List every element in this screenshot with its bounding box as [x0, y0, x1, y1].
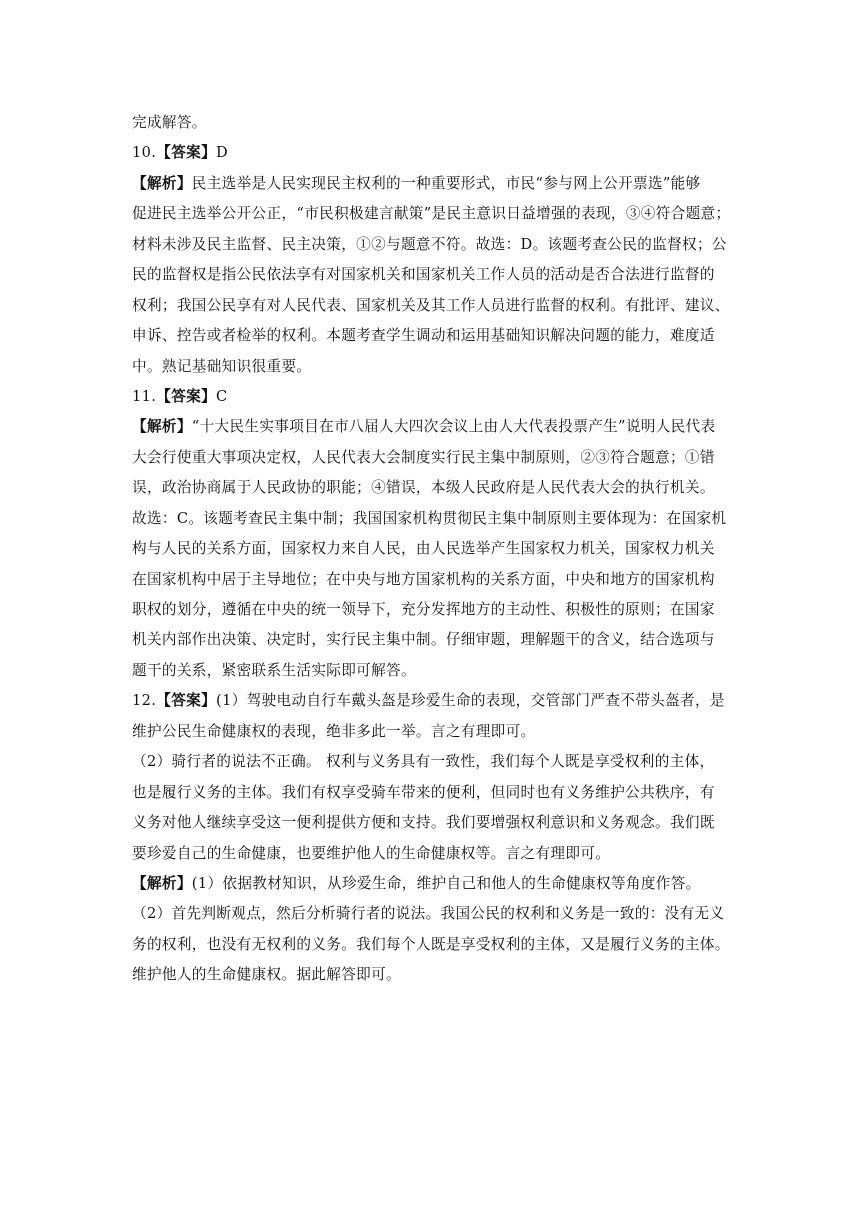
text-run: 题干的关系，紧密联系生活实际即可解答。 — [132, 661, 416, 679]
text-line — [132, 899, 736, 929]
text-run: 中。熟记基础知识很重要。 — [132, 357, 312, 375]
text-run: 材料未涉及民主监督、民主决策，①②与题意不符。故选：D。该题考查公民的监督权；公 — [132, 235, 727, 253]
text-line — [132, 656, 736, 686]
text-run: 申诉、控告或者检举的权利。本题考查学生调动和运用基础知识解决问题的能力，难度适 — [132, 327, 715, 345]
text-run: 义务对他人继续享受这一便利提供方便和支持。我们要增强权利意识和义务观念。我们既 — [132, 814, 715, 832]
text-run: 故选：C。该题考查民主集中制；我国国家机构贯彻民主集中制原则主要体现为：在国家机 — [132, 509, 727, 527]
text-run: 大会行使重大事项决定权，人民代表大会制度实行民主集中制原则，②③符合题意；①错 — [132, 448, 715, 466]
text-run: 要珍爱自己的生命健康，也要维护他人的生命健康权等。言之有理即可。 — [132, 844, 611, 862]
text-run: 12. — [132, 692, 157, 710]
text-line — [132, 260, 736, 290]
text-run: 误，政治协商属于人民政协的职能；④错误，本级人民政府是人民代表大会的执行机关。 — [132, 479, 715, 497]
text-line — [132, 199, 736, 229]
text-run: 构与人民的关系方面，国家权力来自人民，由人民选举产生国家权力机关，国家权力机关 — [132, 540, 715, 558]
text-line — [132, 352, 736, 382]
text-line — [132, 382, 736, 412]
section-tag: 【答案】 — [156, 144, 217, 162]
text-run: 维护公民生命健康权的表现，绝非多此一举。言之有理即可。 — [132, 722, 536, 740]
text-line — [132, 778, 736, 808]
text-run: 11. — [132, 387, 157, 405]
section-tag: 【解析】 — [132, 174, 192, 192]
section-tag: 【答案】 — [156, 387, 217, 405]
text-line — [132, 291, 736, 321]
text-line — [132, 717, 736, 747]
text-run: 也是履行义务的主体。我们有权享受骑车带来的便利，但同时也有义务维护公共秩序，有 — [132, 783, 715, 801]
text-line — [132, 625, 736, 655]
text-run: 民的监督权是指公民依法享有对国家机关和国家机关工作人员的活动是否合法进行监督的 — [132, 266, 715, 284]
text-line — [132, 747, 736, 777]
text-run: 完成解答。 — [132, 114, 207, 131]
text-line — [132, 504, 736, 534]
text-line — [132, 930, 736, 960]
text-run: 维护他人的生命健康权。据此解答即可。 — [132, 966, 401, 984]
text-line — [132, 686, 736, 716]
text-line — [132, 321, 736, 351]
text-run: 权利；我国公民享有对人民代表、国家机关及其工作人员进行监督的权利。有批评、建议、 — [132, 296, 730, 314]
text-run: 10. — [132, 144, 157, 162]
text-line — [132, 869, 736, 899]
text-line — [132, 595, 736, 625]
text-run: D — [216, 144, 229, 162]
text-line — [132, 534, 736, 564]
text-run: 职权的划分，遵循在中央的统一领导下，充分发挥地方的主动性、积极性的原则；在国家 — [132, 601, 715, 618]
text-run: 机关内部作出决策、决定时，实行民主集中制。仔细审题，理解题干的含义，结合选项与 — [132, 631, 715, 649]
text-line — [132, 230, 736, 260]
section-tag: 【解析】 — [132, 418, 192, 436]
text-line — [132, 169, 736, 199]
text-run: (1）驾驶电动自行车戴头盔是珍爱生命的表现，交管部门严查不带头盔者，是 — [216, 692, 725, 710]
text-run: C — [216, 387, 228, 405]
text-line — [132, 960, 736, 990]
text-run: 促进民主选举公开公正，“市民积极建言献策”是民主意识日益增强的表现，③④符合题意； — [132, 205, 731, 223]
text-run: 民主选举是人民实现民主权利的一种重要形式，市民“参与网上公开票选”能够 — [191, 174, 701, 192]
text-run: 在国家机构中居于主导地位；在中央与地方国家机构的关系方面，中央和地方的国家机构 — [132, 570, 715, 588]
section-tag: 【答案】 — [156, 692, 217, 710]
text-line — [132, 473, 736, 503]
section-tag: 【解析】 — [132, 874, 192, 892]
text-run: （2）骑行者的说法不正确。 权利与义务具有一致性，我们每个人既是享受权利的主体， — [132, 753, 715, 771]
text-line — [132, 138, 736, 168]
text-line — [132, 443, 736, 473]
text-run: “十大民生实事项目在市八届人大四次会议上由人大代表投票产生”说明人民代表 — [191, 418, 716, 436]
text-line — [132, 412, 736, 442]
text-run: （2）首先判断观点，然后分析骑行者的说法。我国公民的权利和义务是一致的：没有无义 — [132, 905, 725, 923]
text-line — [132, 565, 736, 595]
text-line — [132, 108, 736, 138]
text-run: (1）依据教材知识，从珍爱生命，维护自己和他人的生命健康权等角度作答。 — [191, 874, 701, 892]
text-line — [132, 839, 736, 869]
text-line — [132, 808, 736, 838]
answer-explanation-text — [132, 108, 736, 991]
text-run: 务的权利，也没有无权利的义务。我们每个人既是享受权利的主体，又是履行义务的主体。 — [132, 935, 730, 953]
